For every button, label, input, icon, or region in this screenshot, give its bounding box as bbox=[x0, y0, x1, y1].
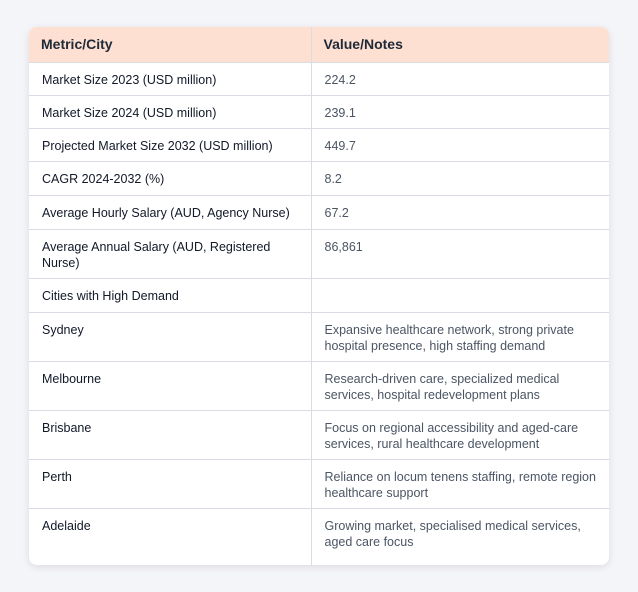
column-header-metric: Metric/City bbox=[29, 27, 311, 62]
row-value-cell: Focus on regional accessibility and aged-care services, rural healthcare development bbox=[311, 410, 609, 459]
row-value-cell bbox=[311, 278, 609, 312]
row-value-cell: 239.1 bbox=[311, 95, 609, 128]
table-row bbox=[29, 459, 609, 508]
table-row bbox=[29, 229, 609, 278]
row-metric-cell: Cities with High Demand bbox=[29, 278, 311, 312]
metrics-table bbox=[29, 27, 609, 565]
row-value-cell: Expansive healthcare network, strong private hospital presence, high staffing demand bbox=[311, 312, 609, 361]
row-value-cell: 67.2 bbox=[311, 195, 609, 229]
table-row bbox=[29, 410, 609, 459]
row-metric-cell: Sydney bbox=[29, 312, 311, 361]
row-value-cell: 8.2 bbox=[311, 161, 609, 195]
row-metric-cell: Average Hourly Salary (AUD, Agency Nurse) bbox=[29, 195, 311, 229]
table-row bbox=[29, 62, 609, 95]
row-metric-cell: Melbourne bbox=[29, 361, 311, 410]
row-metric-cell: Brisbane bbox=[29, 410, 311, 459]
row-value-cell: Growing market, specialised medical services, aged care focus bbox=[311, 508, 609, 565]
row-metric-cell: Adelaide bbox=[42, 518, 91, 533]
row-metric-cell: CAGR 2024-2032 (%) bbox=[29, 161, 311, 195]
column-header-value: Value/Notes bbox=[311, 27, 609, 62]
row-metric-cell: Market Size 2023 (USD million) bbox=[29, 62, 311, 95]
row-metric-cell: Perth bbox=[29, 459, 311, 508]
row-metric-cell: Market Size 2024 (USD million) bbox=[29, 95, 311, 128]
table-header-row bbox=[29, 27, 609, 62]
row-value-cell: 224.2 bbox=[311, 62, 609, 95]
row-value-cell: 86,861 bbox=[311, 229, 609, 278]
table-row bbox=[29, 95, 609, 128]
row-value-cell: Research-driven care, specialized medical services, hospital redevelopment plans bbox=[311, 361, 609, 410]
table-row bbox=[29, 278, 609, 312]
row-value-cell: 449.7 bbox=[311, 128, 609, 161]
data-table-card bbox=[29, 27, 609, 565]
table-row bbox=[29, 312, 609, 361]
table-row bbox=[29, 161, 609, 195]
table-row bbox=[29, 195, 609, 229]
row-metric-cell: Projected Market Size 2032 (USD million) bbox=[29, 128, 311, 161]
table-row bbox=[29, 128, 609, 161]
row-value-cell: Reliance on locum tenens staffing, remote region healthcare support bbox=[311, 459, 609, 508]
table-row bbox=[29, 361, 609, 410]
table-row bbox=[29, 508, 609, 565]
row-metric-cell: Average Annual Salary (AUD, Registered Nurse) bbox=[29, 229, 311, 278]
